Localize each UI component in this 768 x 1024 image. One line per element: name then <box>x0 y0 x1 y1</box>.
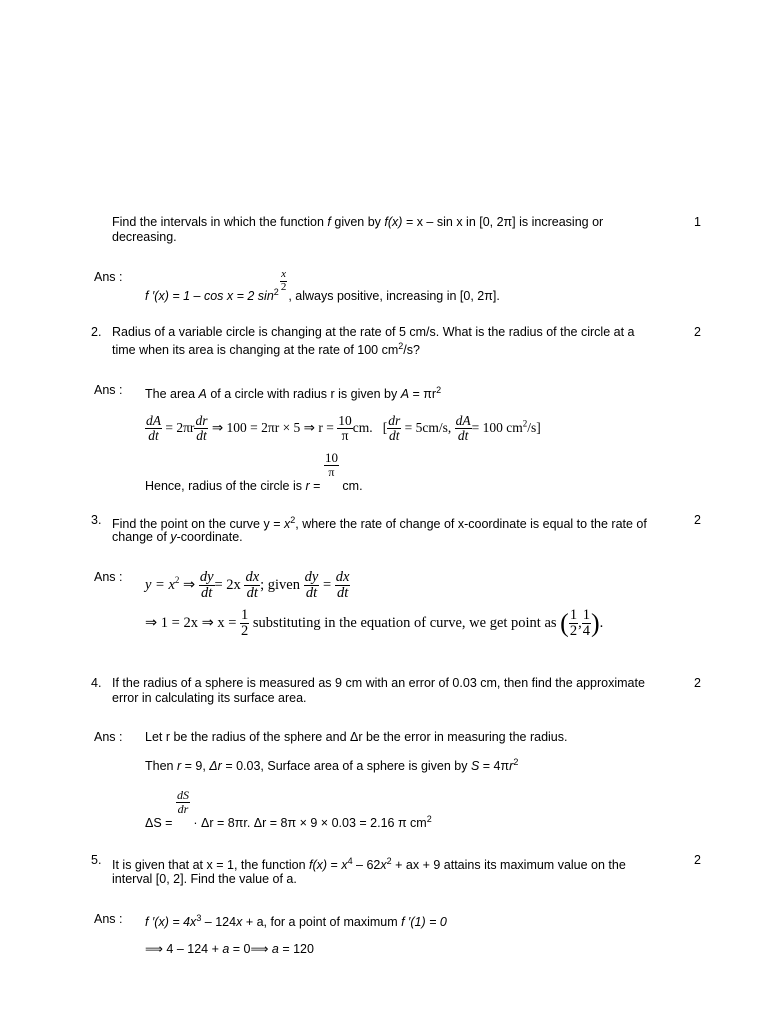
q2-hence: Hence, radius of the circle is r = $\frac{10}{\pi}$ cm. <box>145 450 363 493</box>
q5-ans-line2: ⟹ 4 – 124 + a = 0⟹ a = 120 <box>145 942 314 956</box>
q4-ans-line1: Let r be the radius of the sphere and Δr be the error in measuring the radius. <box>145 730 568 744</box>
q3-ans-label: Ans : <box>94 570 123 584</box>
q3-eq-frac-dx-dt-2: $\frac{dx}{dt}$ <box>335 569 350 602</box>
q2-number: 2. <box>91 325 102 339</box>
q4-ans-line2: Then r = 9, Δr = 0.03, Surface area of a sphere is given by $S = 4\pi r^2$ <box>145 757 519 774</box>
q1-marks: 1 <box>694 215 701 229</box>
q4-ans-line3: ΔS = $\frac{dS}{dr}$ · Δr = 8πr. Δr = 8π × 9 × 0.03 = 2.16 π $cm^2$ <box>145 788 432 831</box>
q3-eq-frac-1-2: $\frac{1}{2}$ <box>241 607 249 640</box>
q5-text-line2: interval [0, 2]. Find the value of a. <box>112 872 297 886</box>
q2-ans-line1: The area A of a circle with radius r is given by $A = \pi r^2$ <box>145 385 442 402</box>
q4-text-line2: error in calculating its surface area. <box>112 691 307 705</box>
q3-eq-frac-dx-dt: $\frac{dx}{dt}$ <box>245 569 260 602</box>
q2-eq-frac-dA-dt-2: $\frac{dA}{dt}$ <box>455 413 471 444</box>
q2-text-line1: Radius of a variable circle is changing at the rate of 5 cm/s. What is the radius of the circle at a <box>112 325 635 339</box>
q2-text-line2: time when its area is changing at the rate of 100 $cm^2/s$? <box>112 341 420 358</box>
q1-text-line1: Find the intervals in which the function f given by f(x) = x – sin x in [0, 2π] is increasing or <box>112 215 604 229</box>
q1-ans-label: Ans : <box>94 270 123 284</box>
q4-marks: 2 <box>694 676 701 690</box>
q5-ans-line1: f $'(x) = 4x^3 - 124x + a$, for a point of maximum f ′(1) = 0 <box>145 913 447 930</box>
q4-frac-dS-dr: $\frac{dS}{dr}$ <box>176 788 189 816</box>
q1-frac-x-over-2: $\frac{x}{2}$ <box>280 268 287 293</box>
q1-text-line2: decreasing. <box>112 230 177 244</box>
q2-eq-frac-10-pi: $\frac{10}{\pi}$ <box>338 413 352 444</box>
q5-marks: 2 <box>694 853 701 867</box>
q4-number: 4. <box>91 676 102 690</box>
q2-eq-frac-dr-dt: $\frac{dr}{dt}$ <box>195 413 208 444</box>
q2-eq-frac-dA-dt: $\frac{dA}{dt}$ <box>146 413 161 444</box>
q4-text-line1: If the radius of a sphere is measured as 9 cm with an error of 0.03 cm, then find the approximate <box>112 676 645 690</box>
q2-hence-frac-10-pi: $\frac{10}{\pi}$ <box>324 450 338 479</box>
q3-number: 3. <box>91 513 102 527</box>
q5-text-line1: It is given that at x = 1, the function $f(x) = x^4 - 62x^2$ + ax + 9 attains its maximum value on the <box>112 856 626 873</box>
q3-marks: 2 <box>694 513 701 527</box>
q2-marks: 2 <box>694 325 701 339</box>
q5-number: 5. <box>91 853 102 867</box>
q2-eq-frac-dr-dt-2: $\frac{dr}{dt}$ <box>388 413 401 444</box>
q3-eq-frac-1-2-point: $\frac{1}{2}$ <box>569 607 578 640</box>
q3-eq-line1: $y = x^2$ ⇒ $\frac{dy}{dt}$ = 2x $\frac{dx}{dt}$ ; given $\frac{dy}{dt}$ = $\frac{dx}{dt}$ <box>145 569 350 602</box>
q3-eq-line2: ⇒ 1 = 2x ⇒ x = $\frac{1}{2}$ substituting in the equation of curve, we get point as ( $\frac{1}{2}$ , $\frac{1}{4}$ ). <box>145 607 604 640</box>
q2-equation: $\frac{dA}{dt}$ = 2πr $\frac{dr}{dt}$ ⇒ 100 = 2πr × 5 ⇒ r = $\frac{10}{\pi}$ cm. [ $\frac{dr}{dt}$ = 5cm/s, $\frac{dA}{dt}$ = 100 $cm^2/s$] <box>146 413 541 444</box>
q5-ans-label: Ans : <box>94 912 123 926</box>
q3-text-line2: change of y-coordinate. <box>112 530 243 544</box>
q1-answer: f ′(x) = 1 – cos x = 2 $\sin^2$ $\frac{x}{2}$ , always positive, increasing in [0, 2π]. <box>145 268 500 304</box>
q3-eq-frac-1-4-point: $\frac{1}{4}$ <box>582 607 590 640</box>
q2-ans-label: Ans : <box>94 383 123 397</box>
q4-ans-label: Ans : <box>94 730 123 744</box>
q3-eq-frac-dy-dt: $\frac{dy}{dt}$ <box>199 569 214 602</box>
q3-text-line1: Find the point on the curve $y = x^2$, where the rate of change of x-coordinate is equal to the rate of <box>112 515 647 532</box>
q3-eq-frac-dy-dt-2: $\frac{dy}{dt}$ <box>304 569 319 602</box>
